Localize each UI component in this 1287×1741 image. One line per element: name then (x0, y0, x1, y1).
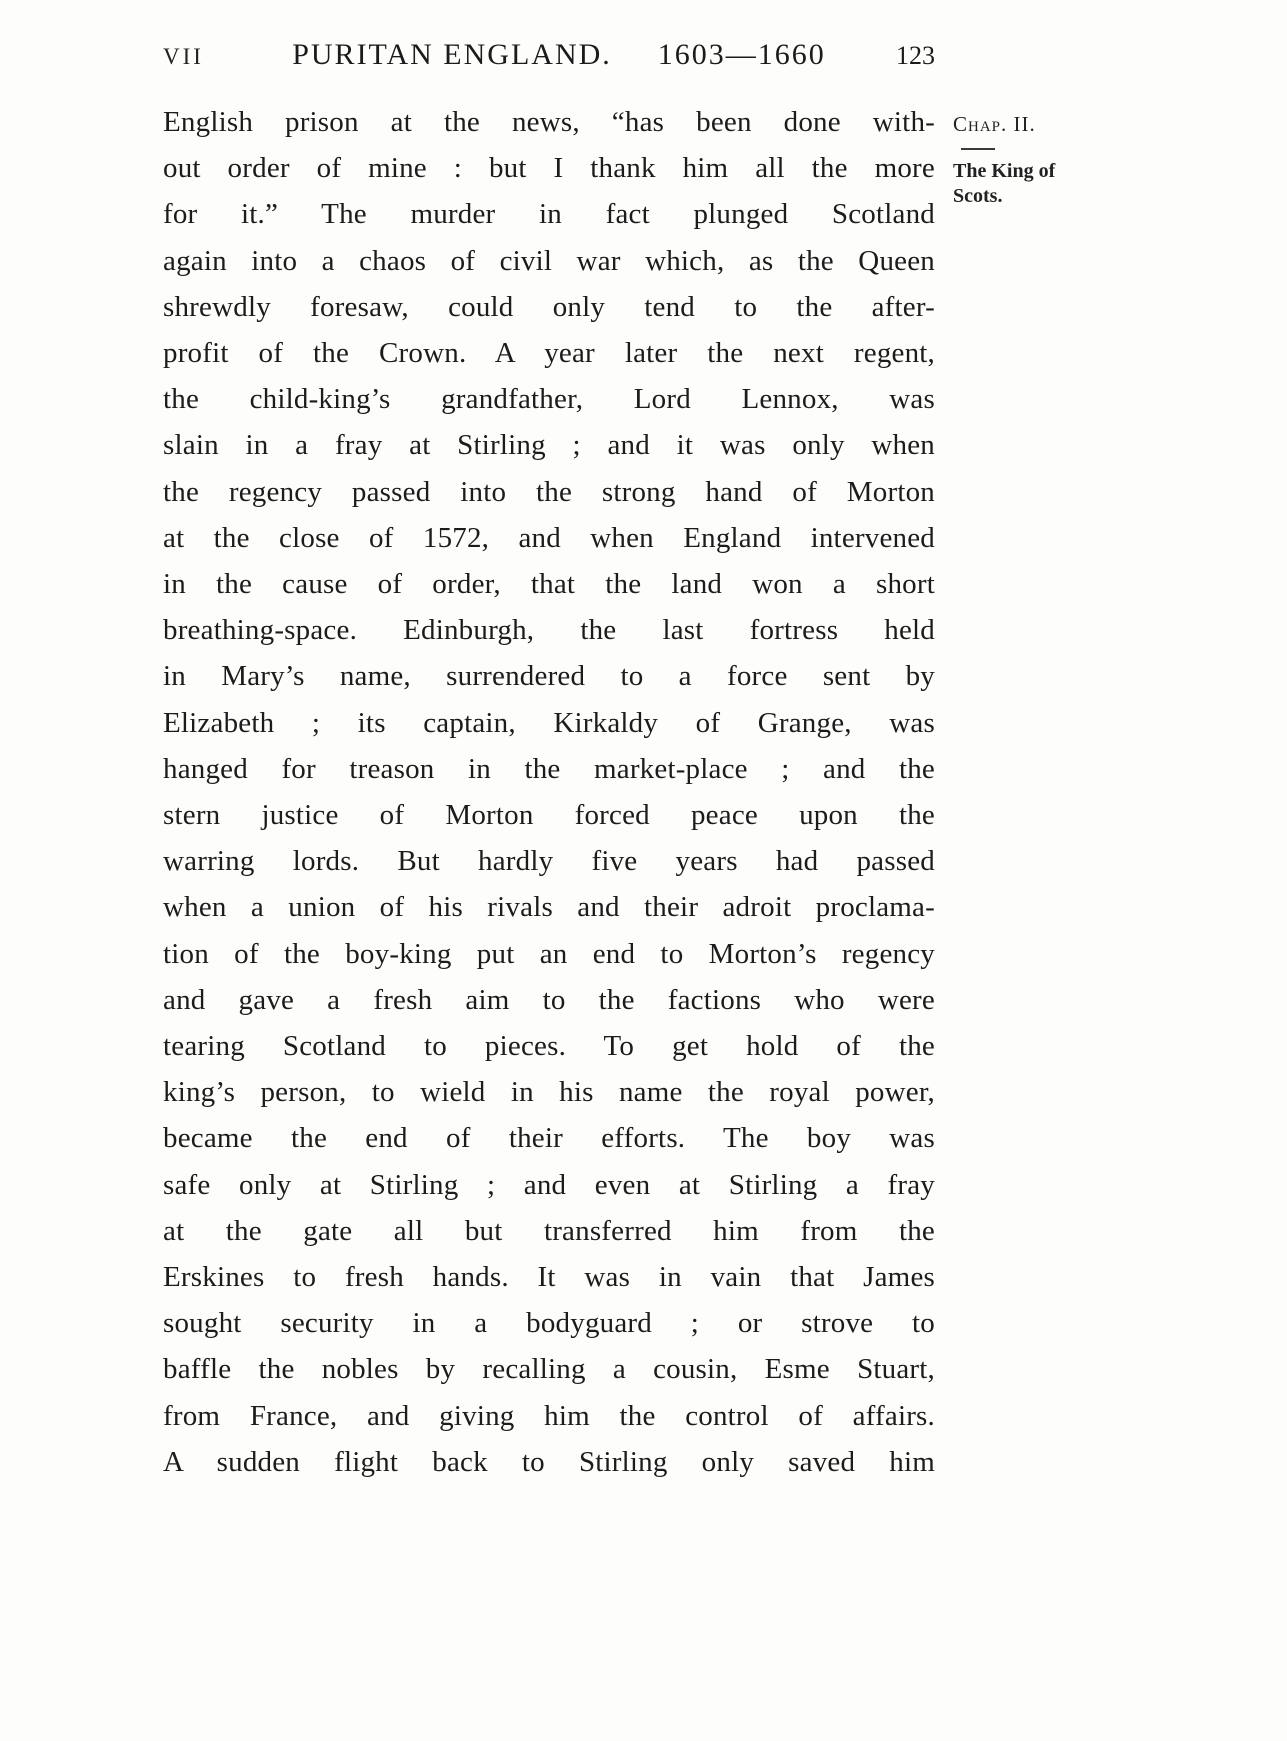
text-line: at the close of 1572, and when England intervened (163, 521, 935, 554)
page-number: 123 (896, 41, 935, 70)
text-line: slain in a fray at Stirling ; and it was only when (163, 429, 935, 462)
text-line: in Mary’s name, surrendered to a force sent by (163, 660, 935, 693)
text-line: profit of the Crown. A year later the next regent, (163, 337, 935, 370)
text-line: breathing-space. Edinburgh, the last fortress held (163, 614, 935, 647)
text-line: the regency passed into the strong hand of Morton (163, 475, 935, 508)
text-line: the child-king’s grandfather, Lord Lennox, was (163, 383, 935, 416)
text-line: again into a chaos of civil war which, as the Queen (163, 244, 935, 277)
body-text (163, 99, 935, 1485)
text-line: from France, and giving him the control of affairs. (163, 1399, 935, 1432)
text-line: became the end of their efforts. The boy was (163, 1122, 935, 1155)
running-title-group (253, 38, 865, 72)
text-line: tion of the boy-king put an end to Morton’s regency (163, 937, 935, 970)
text-line: and gave a fresh aim to the factions who were (163, 983, 935, 1016)
running-title: PURITAN ENGLAND. (292, 38, 612, 71)
text-line: safe only at Stirling ; and even at Stirling a fray (163, 1168, 935, 1201)
text-line: hanged for treason in the market-place ; and the (163, 752, 935, 785)
text-line: stern justice of Morton forced peace upon the (163, 799, 935, 832)
text-line: Erskines to fresh hands. It was in vain that James (163, 1261, 935, 1294)
text-line: shrewdly foresaw, could only tend to the after- (163, 290, 935, 323)
margin-chapter-label: Chap. II. (953, 112, 1036, 136)
margin-note-king-of-scots: The King of Scots. (953, 160, 1056, 207)
running-header (163, 38, 935, 72)
margin-rule-divider (961, 148, 995, 150)
text-line: English prison at the news, “has been done with- (163, 106, 935, 138)
text-line: at the gate all but transferred him from the (163, 1214, 935, 1247)
section-number: VII (163, 44, 204, 69)
text-line: tearing Scotland to pieces. To get hold of the (163, 1030, 935, 1063)
text-line: when a union of his rivals and their adroit proclama- (163, 891, 935, 924)
text-line: A sudden flight back to Stirling only saved him (163, 1445, 935, 1478)
text-line: warring lords. But hardly five years had passed (163, 845, 935, 878)
text-line: Elizabeth ; its captain, Kirkaldy of Grange, was (163, 706, 935, 739)
text-line: out order of mine : but I thank him all the more (163, 152, 935, 185)
text-line: in the cause of order, that the land won a short (163, 568, 935, 601)
margin-notes (953, 112, 1088, 209)
text-line: for it.” The murder in fact plunged Scotland (163, 198, 935, 231)
text-line: sought security in a bodyguard ; or strove to (163, 1307, 935, 1340)
running-dates: 1603—1660 (657, 38, 826, 71)
text-line: baffle the nobles by recalling a cousin, Esme Stuart, (163, 1353, 935, 1386)
text-line: king’s person, to wield in his name the royal power, (163, 1076, 935, 1109)
